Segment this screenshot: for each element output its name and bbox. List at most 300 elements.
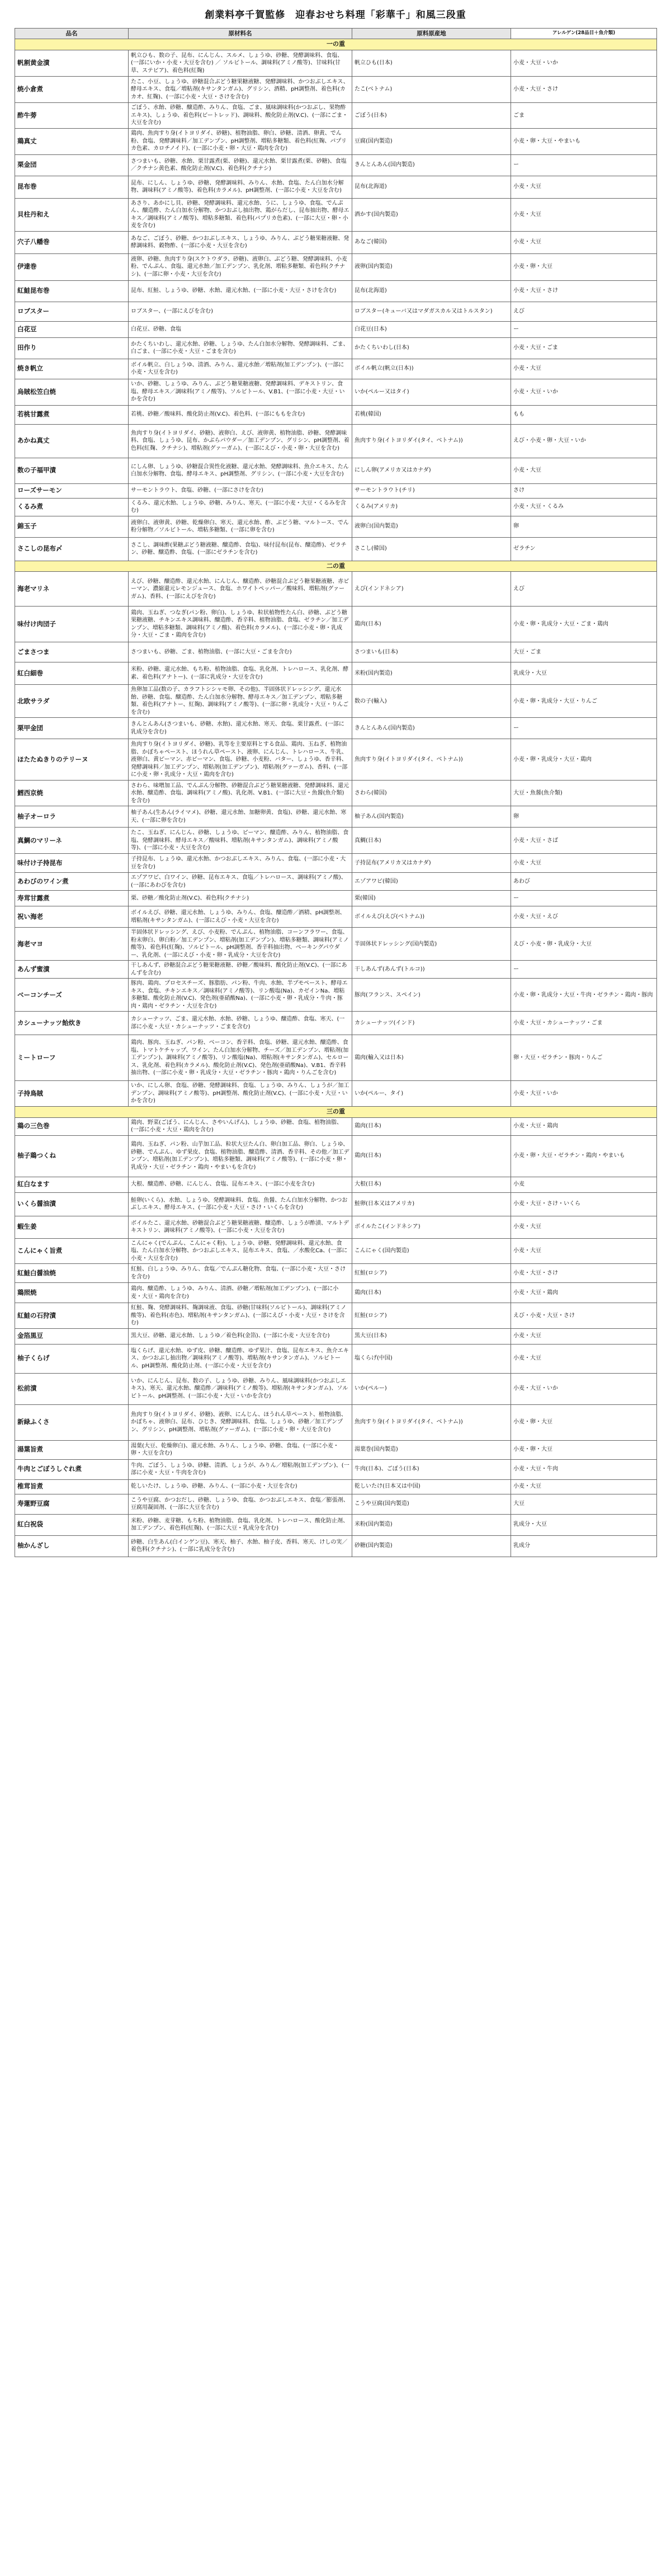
page-title: 創業料亭千賀監修 迎春おせち料理「彩華千」和風三段重 [205, 10, 466, 21]
origin-cell: 黒大豆(日本) [352, 1328, 511, 1344]
materials-cell: こうや豆腐、かつおだし、砂糖、しょうゆ、食塩、かつおぶしエキス、食塩／膨張剤、豆腐用凝固剤、(一部に大豆を含む) [129, 1494, 352, 1514]
table-row [15, 1117, 657, 1135]
allergen-cell: 小麦・大豆・えび [511, 906, 657, 928]
materials-cell: 砂糖、白生あん(白インゲン豆)、寒天、柚子、水飴、柚子皮、香料、寒天、けしの実／着色料(クチナシ)、(一部に乳成分を含む) [129, 1535, 352, 1557]
materials-cell: 鶏肉、魚肉すり身(イトヨリダイ、砂糖)、植物油脂、卵白、砂糖、清酒、卵黄、でん粉、食塩、発酵調味料／加工デンプン、pH調整剤、増粘多糖類、着色料(紅麹、パプリカ色素、カロチノイド)、(一部に小麦・卵・大豆・鶏肉を含む) [129, 128, 352, 154]
product-name-cell: 松前漬 [15, 1373, 129, 1404]
materials-cell: かたくちいわし、還元水飴、砂糖、しょうゆ、たん白加水分解物、発酵調味料、ごま、白ごま、(一部に小麦・大豆・ごまを含む) [129, 337, 352, 359]
table-row [15, 50, 657, 77]
allergen-cell: 小麦・卵・乳成分・大豆・ごま・鶏肉 [511, 607, 657, 642]
origin-cell: さわら(韓国) [352, 781, 511, 806]
product-name-cell: 海老マヨ [15, 928, 129, 961]
materials-cell: 魚卵加工品(数の子、カラフトシシャモ卵、その他)、半固体状ドレッシング、還元水飴、砂糖、食塩、醸造酢、たん白加水分解物、酵母エキス／加工デンプン、増粘多糖類、着色料(アナトー、紅麹)、調味料(アミノ酸等)、(一部に卵・乳成分・大豆・りんごを含む) [129, 685, 352, 718]
origin-cell: 米粉(国内製造) [352, 1514, 511, 1535]
table-row [15, 1328, 657, 1344]
origin-cell: 紅鮭(ロシア) [352, 1264, 511, 1283]
allergen-cell: 小麦・大豆 [511, 1238, 657, 1264]
allergen-cell: 小麦・大豆・さけ [511, 280, 657, 302]
origin-cell: こうや豆腐(国内製造) [352, 1494, 511, 1514]
product-name-cell: 鱈西京焼 [15, 781, 129, 806]
allergen-cell: 小麦・大豆・くるみ [511, 498, 657, 516]
materials-cell: 鶏肉、玉ねぎ、つなぎ(パン粉、卵白)、しょうゆ、粒状植物性たん白、砂糖、ぶどう糖果糖液糖、チキンエキス調味料、醸造酢、香辛料、植物油脂、食塩、ゼラチン／加工デンプン、増粘多糖類、調味料(アミノ酸)、着色料(カラメル)、(一部に小麦・卵・乳成分・大豆・ごま・鶏肉を含む) [129, 607, 352, 642]
allergen-cell: 卵・大豆・ゼラチン・豚肉・りんご [511, 1035, 657, 1081]
allergen-cell: 小麦・大豆・牛肉 [511, 1459, 657, 1479]
table-row [15, 1177, 657, 1192]
allergen-cell: 小麦・卵・大豆 [511, 1440, 657, 1459]
materials-cell: さわら、味噌加工品、でんぷん分解物、砂糖混合ぶどう糖果糖液糖、発酵調味料、還元水飴、醸造酢、食塩、調味料(アミノ酸)、乳化剤、V.B1、(一部に大豆・魚醤(魚介類)を含む) [129, 781, 352, 806]
origin-cell: 半固体状ドレッシング(国内製造) [352, 928, 511, 961]
allergen-cell: 小麦・大豆・さけ [511, 1264, 657, 1283]
materials-cell: いか、にんじん、昆布、数の子、しょうゆ、砂糖、みりん、風味調味料(かつおぶしエキス)、寒天、還元水飴、醸造酢／調味料(アミノ酸等)、増粘剤(キサンタンガム)、ソルビトール、pH調整剤、(一部に小麦・大豆・いかを含む) [129, 1373, 352, 1404]
product-name-cell: あわびのワイン煮 [15, 873, 129, 891]
materials-cell: さこし、調味酢(果糖ぶどう糖液糖、醸造酢、食塩)、味付昆布(昆布、醸造酢)、ゼラチン、砂糖、醸造酢、食塩、(一部にゼラチンを含む) [129, 537, 352, 561]
table-row [15, 1535, 657, 1557]
origin-cell: いか(ペルー) [352, 1373, 511, 1404]
materials-cell: さつまいも、砂糖、水飴、栗甘露煮(栗、砂糖)、還元水飴、栗甘露煮(栗、砂糖)、食塩／クチナシ黄色素、酸化防止剤(V.C)、着色料(クチナシ) [129, 154, 352, 176]
materials-cell: 帆立ひも、数の子、昆布、にんじん、スルメ、しょうゆ、砂糖、発酵調味料、食塩、(一部にいか・小麦・大豆を含む) ／ ソルビトール、調味料(アミノ酸等)、甘味料(甘草、ステビア)、着色料(紅麹) [129, 50, 352, 77]
section-header-row [15, 561, 657, 572]
section-header-row [15, 1106, 657, 1117]
product-name-cell: こんにゃく旨煮 [15, 1238, 129, 1264]
ingredient-table [15, 28, 657, 1557]
origin-cell: 昆布(北海道) [352, 176, 511, 198]
product-name-cell: あんず蜜漬 [15, 961, 129, 979]
materials-cell: 米粉、砂糖、還元水飴、もち粉、植物油脂、食塩、乳化剤、トレハロース、乳化剤、酵素、着色料(アナトー)、(一部に乳成分・大豆を含む) [129, 662, 352, 685]
product-name-cell: 紅鮭昆布巻 [15, 280, 129, 302]
product-name-cell: ローズサーモン [15, 483, 129, 498]
table-row [15, 891, 657, 906]
allergen-cell: ゼラチン [511, 537, 657, 561]
materials-cell: 柚子あん(生あん(ライマメ)、砂糖、還元水飴、加糖卵黄、食塩)、砂糖、還元水飴、寒天、(一部に卵を含む) [129, 806, 352, 828]
allergen-cell: 小麦・大豆・カシューナッツ・ごま [511, 1012, 657, 1035]
origin-cell: 柚子あん(国内製造) [352, 806, 511, 828]
allergen-cell: 小麦・卵・乳成分・大豆・りんご [511, 685, 657, 718]
product-name-cell: 栗金団 [15, 154, 129, 176]
allergen-cell: ー [511, 961, 657, 979]
materials-cell: 昆布、にしん、しょうゆ、砂糖、発酵調味料、みりん、水飴、食塩、たん白加水分解物、調味料(アミノ酸等)、着色料(カラメル)、pH調整剤、(一部に小麦・大豆を含む) [129, 176, 352, 198]
materials-cell: きんとんあん(さつまいも、砂糖、水飴)、還元水飴、寒天、食塩、栗甘露煮、(一部に乳成分を含む) [129, 718, 352, 739]
origin-cell: サーモントラウト(チリ) [352, 483, 511, 498]
table-row [15, 1264, 657, 1283]
allergen-cell: 小麦・大豆・いか [511, 1081, 657, 1107]
materials-cell: 液卵、砂糖、魚肉すり身(スケトウダラ、砂糖)、液卵白、ぶどう糖、発酵調味料、小麦粉、でんぷん、食塩、還元水飴／加工デンプン、乳化剤、増粘多糖類、着色料(クチナシ)、(一部に卵・小麦・大豆を含む) [129, 253, 352, 280]
table-row [15, 1404, 657, 1440]
table-row [15, 961, 657, 979]
allergen-cell: 小麦・大豆 [511, 1479, 657, 1494]
allergen-cell: 卵 [511, 516, 657, 537]
materials-cell: あなご、ごぼう、砂糖、かつおぶしエキス、しょうゆ、みりん、ぶどう糖果糖液糖、発酵調味料、穀物酢、(一部に小麦・大豆を含む) [129, 231, 352, 253]
origin-cell: 豆腐(国内製造) [352, 128, 511, 154]
materials-cell: ごぼう、水飴、砂糖、醸造酢、みりん、食塩、ごま、風味調味料(かつおぶし、果物酢エキス)、しょうゆ、着色料(ビートレッド)、調味料、酸化防止剤(V.C)、(一部にごま・大豆を含む) [129, 103, 352, 129]
materials-cell: ボイル帆立、白しょうゆ、清酒、みりん、還元水飴／増粘剤(加工デンプン)、(一部に小麦・大豆を含む) [129, 359, 352, 379]
origin-cell: 酒かす(国内製造) [352, 198, 511, 231]
table-row [15, 1440, 657, 1459]
origin-cell: さこし(韓国) [352, 537, 511, 561]
allergen-cell: 小麦・大豆・鶏肉 [511, 1117, 657, 1135]
table-row [15, 1081, 657, 1107]
materials-cell: 鮭卵(いくら)、水飴、しょうゆ、発酵調味料、食塩、魚醤、たん白加水分解物、かつおぶしエキス、酵母エキス、(一部に小麦・大豆・さけ・いくらを含む) [129, 1192, 352, 1216]
materials-cell: 液卵白、液卵黄、砂糖、乾燥卵白、寒天、還元水飴、酢、ぶどう糖、マルトース、でん粉分解物／ソルビトール、増粘多糖類、(一部に卵を含む) [129, 516, 352, 537]
table-row [15, 1035, 657, 1081]
table-row [15, 483, 657, 498]
product-name-cell: 椎茸旨煮 [15, 1479, 129, 1494]
header-product-name: 品名 [15, 29, 129, 39]
origin-cell: 数の子(輸入) [352, 685, 511, 718]
section-label: 二の重 [15, 561, 657, 572]
product-name-cell: 寿茸甘露煮 [15, 891, 129, 906]
product-name-cell: ロブスター [15, 302, 129, 321]
table-row [15, 685, 657, 718]
table-row [15, 979, 657, 1012]
product-name-cell: 紅白祝袋 [15, 1514, 129, 1535]
origin-cell: 豚肉(フランス、スペイン) [352, 979, 511, 1012]
allergen-cell: ー [511, 321, 657, 337]
product-name-cell: くるみ煮 [15, 498, 129, 516]
origin-cell: きんとんあん(国内製造) [352, 718, 511, 739]
materials-cell: カシューナッツ、ごま、還元水飴、水飴、砂糖、しょうゆ、醸造酢、食塩、寒天、(一部に小麦・大豆・カシューナッツ・ごまを含む) [129, 1012, 352, 1035]
allergen-cell: ー [511, 718, 657, 739]
origin-cell: いか(ペルー又はタイ) [352, 379, 511, 405]
allergen-cell: 小麦・大豆 [511, 854, 657, 873]
product-name-cell: 祝い海老 [15, 906, 129, 928]
table-row [15, 806, 657, 828]
origin-cell: くるみ(アメリカ) [352, 498, 511, 516]
allergen-cell: えび・小麦・卵・乳成分・大豆 [511, 928, 657, 961]
table-row [15, 359, 657, 379]
table-row [15, 1283, 657, 1303]
materials-cell: 半固体状ドレッシング、えび、小麦粉、でんぷん、植物油脂、コーンフラワー、食塩、粉末卵白、卵白粉／加工デンプン、増粘剤(加工デンプン)、増粘多糖類、調味料(アミノ酸等)、着色料(紅麹)、ソルビトール、pH調整剤、香辛料抽出物、ベーキングパウダー、乳化剤、(一部にえび・小麦・卵・乳成分・大豆を含む) [129, 928, 352, 961]
materials-cell: 乾しいたけ、しょうゆ、砂糖、みりん、(一部に小麦・大豆を含む) [129, 1479, 352, 1494]
materials-cell: 塩くらげ、還元水飴、ゆず皮、砂糖、醸造酢、ゆず果汁、食塩、昆布エキス、魚介エキス、かつおぶし抽出物／調味料(アミノ酸等)、増粘剤(キサンタンガム)、ソルビトール、pH調整剤、酸化防止剤、(一部に小麦・大豆を含む) [129, 1344, 352, 1373]
origin-cell: カシューナッツ(インド) [352, 1012, 511, 1035]
section-label: 三の重 [15, 1106, 657, 1117]
materials-cell: 鶏肉、玉ねぎ、パン粉、山芋加工品、粒状大豆たん白、卵白加工品、卵白、しょうゆ、砂糖、でんぷん、ゆず果皮、食塩、植物油脂、醸造酢、清酒、香辛料、その他／加工デンプン、増粘剤(加工デンプン)、増粘多糖類、調味料(アミノ酸等)、(一部に小麦・卵・乳成分・大豆・ゼラチン・鶏肉・やまいもを含む) [129, 1135, 352, 1177]
product-name-cell: 穴子八幡巻 [15, 231, 129, 253]
table-row [15, 321, 657, 337]
product-name-cell: 白花豆 [15, 321, 129, 337]
allergen-cell: 小麦・卵・乳成分・大豆・牛肉・ゼラチン・鶏肉・豚肉 [511, 979, 657, 1012]
materials-cell: さつまいも、砂糖、ごま、植物油脂、(一部に大豆・ごまを含む) [129, 642, 352, 662]
origin-cell: 鶏肉(輸入又は日本) [352, 1035, 511, 1081]
table-row [15, 642, 657, 662]
allergen-cell: 卵 [511, 806, 657, 828]
materials-cell: 栗、砂糖／酸化防止剤(V.C)、着色料(クチナシ) [129, 891, 352, 906]
origin-cell: 牛肉(日本)、ごぼう(日本) [352, 1459, 511, 1479]
allergen-cell: 乳成分・大豆 [511, 1514, 657, 1535]
allergen-cell: 小麦・卵・乳成分・大豆・鶏肉 [511, 739, 657, 781]
allergen-cell: 小麦・卵・大豆 [511, 1404, 657, 1440]
allergen-cell: 小麦・大豆・いか [511, 50, 657, 77]
materials-cell: 米粉、砂糖、麦芽糖、もち粉、植物油脂、食塩、乳化剤、トレハロース、酸化防止剤、加工デンプン、着色料(紅麹)、(一部に大豆・乳成分を含む) [129, 1514, 352, 1535]
origin-cell: えび(インドネシア) [352, 572, 511, 607]
allergen-cell: 小麦・大豆・さけ・いくら [511, 1192, 657, 1216]
product-name-cell: 金箔黒豆 [15, 1328, 129, 1344]
product-name-cell: 柚子鶏つくね [15, 1135, 129, 1177]
table-row [15, 607, 657, 642]
origin-cell: こんにゃく(国内製造) [352, 1238, 511, 1264]
allergen-cell: 小麦・大豆・いか [511, 1373, 657, 1404]
origin-cell: エゾアワビ(韓国) [352, 873, 511, 891]
table-row [15, 1479, 657, 1494]
materials-cell: 魚肉すり身(イトヨリダイ、砂糖)、液卵白、えび、液卵黄、植物油脂、砂糖、発酵調味料、食塩、しょうゆ、昆布、かぶらパウダー／加工デンプン、グリシン、pH調整剤、着色料(紅麹、クチナシ)、増粘剤(グァーガム)、(一部にえび・小麦・卵・大豆を含む) [129, 424, 352, 458]
table-row [15, 176, 657, 198]
materials-cell: くるみ、還元水飴、しょうゆ、砂糖、みりん、寒天、(一部に小麦・大豆・くるみを含む) [129, 498, 352, 516]
product-name-cell: ほたたぬきりのテリーヌ [15, 739, 129, 781]
table-row [15, 1494, 657, 1514]
product-name-cell: 烏賊松笠白焼 [15, 379, 129, 405]
product-name-cell: 伊達巻 [15, 253, 129, 280]
allergen-cell: 小麦・大豆・いか [511, 379, 657, 405]
table-row [15, 1135, 657, 1177]
origin-cell: きんとんあん(国内製造) [352, 154, 511, 176]
product-name-cell: 柚子オーロラ [15, 806, 129, 828]
materials-cell: 豚肉、鶏肉、プロセスチーズ、豚脂肪、パン粉、牛肉、水飴、半プモペースト、酵母エキス、食塩、チキンエキス／調味料(アミノ酸等)、リン酸塩(Na)、カゼインNa、増粘多糖類、酸化防止剤(V.C)、発色剤(亜硝酸Na)、(一部に小麦・卵・乳成分・牛肉・豚肉・鶏肉・ゼラチン・大豆を含む) [129, 979, 352, 1012]
origin-cell: たこ(ベトナム) [352, 77, 511, 103]
product-name-cell: 柚かんざし [15, 1535, 129, 1557]
materials-cell: 子持昆布、しょうゆ、還元水飴、かつおぶしエキス、みりん、食塩、(一部に小麦・大豆を含む) [129, 854, 352, 873]
materials-cell: 鶏肉、豚肉、玉ねぎ、パン粉、ベーコン、香辛料、食塩、砂糖、還元水飴、醸造酢、食塩、トマトケチャップ、ワイン、たん白加水分解物、チーズ／加工デンプン、増粘剤(加工デンプン)、調味料(アミノ酸等)、リン酸塩(Na)、増粘剤(キサンタンガム)、セルロース、乳化剤、着色料(カラメル)、酸化防止剤(V.C)、発色剤(亜硝酸Na)、V.B1、香辛料抽出物、(一部に小麦・卵・乳成分・大豆・ゼラチン・豚肉・鶏肉・りんごを含む) [129, 1035, 352, 1081]
materials-cell: 干しあんず、砂糖混合ぶどう糖果糖液糖、砂糖／酸味料、酸化防止剤(V.C)、(一部にあんずを含む) [129, 961, 352, 979]
materials-cell: 白花豆、砂糖、食塩 [129, 321, 352, 337]
product-name-cell: 牛肉とごぼうしぐれ煮 [15, 1459, 129, 1479]
product-name-cell: 田作り [15, 337, 129, 359]
materials-cell: あさり、あかにし貝、砂糖、発酵調味料、還元水飴、うに、しょうゆ、食塩、でんぷん、醸造酢、たん白加水分解物、かつおぶし抽出物、鶏がらだし、昆布抽出物、酵母エキス／調味料(アミノ酸等)、増粘多糖類、着色料(パプリカ色素)、(一部に大豆・卵・小麦を含む) [129, 198, 352, 231]
allergen-cell: 大豆・ごま [511, 642, 657, 662]
product-name-cell: いくら醤油漬 [15, 1192, 129, 1216]
product-name-cell: 北欧サラダ [15, 685, 129, 718]
materials-cell: エゾアワビ、白ワイン、砂糖、昆布エキス、食塩／トレハロース、調味料(アミノ酸)、(一部にあわびを含む) [129, 873, 352, 891]
table-row [15, 302, 657, 321]
header-origin: 原料原産地 [352, 29, 511, 39]
origin-cell: 鶏肉(日本) [352, 1117, 511, 1135]
allergen-cell: もも [511, 405, 657, 424]
materials-cell: 若桃、砂糖／酸味料、酸化防止剤(V.C)、着色料、(一部にももを含む) [129, 405, 352, 424]
origin-cell: 魚肉すり身(イトヨリダイ(タイ、ベトナム)) [352, 1404, 511, 1440]
product-name-cell: 酢牛蒡 [15, 103, 129, 129]
table-row [15, 231, 657, 253]
header-allergen: アレルゲン(28品目＋魚介類) [511, 29, 657, 39]
table-row [15, 337, 657, 359]
materials-cell: 大根、醸造酢、砂糖、にんじん、食塩、昆布エキス、(一部に小麦を含む) [129, 1177, 352, 1192]
origin-cell: 鶏肉(日本) [352, 607, 511, 642]
product-name-cell: 焼き帆立 [15, 359, 129, 379]
origin-cell: 帆立ひも(日本) [352, 50, 511, 77]
origin-cell: 魚肉すり身(イトヨリダイ(タイ、ベトナム)) [352, 424, 511, 458]
origin-cell: ごぼう(日本) [352, 103, 511, 129]
product-name-cell: ベーコンチーズ [15, 979, 129, 1012]
allergen-cell: 小麦・大豆・ごま [511, 337, 657, 359]
product-name-cell: 焼小倉煮 [15, 77, 129, 103]
allergen-cell: 小麦・大豆 [511, 1216, 657, 1238]
table-row [15, 103, 657, 129]
origin-cell: 干しあんず(あんず(トルコ)) [352, 961, 511, 979]
product-name-cell: 味付け肉団子 [15, 607, 129, 642]
origin-cell: 鶏肉(日本) [352, 1135, 511, 1177]
origin-cell: いか(ペルー、タイ) [352, 1081, 511, 1107]
origin-cell: 若桃(韓国) [352, 405, 511, 424]
origin-cell: 鮭卵(日本又はアメリカ) [352, 1192, 511, 1216]
materials-cell: ロブスター、(一部にえびを含む) [129, 302, 352, 321]
materials-cell: こんにゃく(でんぷん、こんにゃく粉)、しょうゆ、砂糖、発酵調味料、還元水飴、食塩、たん白加水分解物、かつおぶしエキス、昆布エキス、食塩、／水酸化Ca、(一部に小麦・大豆を含む) [129, 1238, 352, 1264]
table-row [15, 424, 657, 458]
allergen-cell: さけ [511, 483, 657, 498]
origin-cell: かたくちいわし(日本) [352, 337, 511, 359]
product-name-cell: カシューナッツ飴炊き [15, 1012, 129, 1035]
table-row [15, 662, 657, 685]
table-row [15, 1344, 657, 1373]
product-name-cell: あかね真丈 [15, 424, 129, 458]
allergen-cell: 小麦・大豆 [511, 1344, 657, 1373]
table-row [15, 1514, 657, 1535]
product-name-cell: 昆布巻 [15, 176, 129, 198]
materials-cell: ボイルえび、砂糖、還元水飴、しょうゆ、みりん、食塩、醸造酢／酒精、pH調整剤、増粘剤(キサンタンガム)、(一部にえび・小麦・大豆を含む) [129, 906, 352, 928]
allergen-cell: 小麦・大豆・さけ [511, 77, 657, 103]
origin-cell: 米粉(国内製造) [352, 662, 511, 685]
origin-cell: 昆布(北海道) [352, 280, 511, 302]
product-name-cell: ミートローフ [15, 1035, 129, 1081]
materials-cell: 紅鮭、麹、発酵調味料、麹調味液、食塩、砂糖(甘味料(ソルビトール)、調味料(アミノ酸等)、着色料(赤色)、増粘剤(キサンタンガム)、(一部にえび・小麦・大豆・さけを含む) [129, 1303, 352, 1329]
allergen-cell: 大豆 [511, 1494, 657, 1514]
product-name-cell: 帆割黄金漬 [15, 50, 129, 77]
table-row [15, 498, 657, 516]
origin-cell: 鶏肉(日本) [352, 1283, 511, 1303]
table-row [15, 379, 657, 405]
origin-cell: 栗(韓国) [352, 891, 511, 906]
table-row [15, 405, 657, 424]
materials-cell: たこ、玉ねぎ、にんじん、砂糖、しょうゆ、ピーマン、醸造酢、みりん、植物油脂、食塩、発酵調味料、酵母エキス／酸味料、増粘剤(キサンタンガム)、調味料(アミノ酸等)、(一部に小麦・大豆を含む) [129, 828, 352, 854]
origin-cell: 湯葉巻(国内製造) [352, 1440, 511, 1459]
table-row [15, 77, 657, 103]
materials-cell: にしん卵、しょうゆ、砂糖混合異性化液糖、還元水飴、発酵調味料、魚介エキス、たん白加水分解物、食塩、酵母エキス、pH調整剤、グリシン、(一部に小麦・大豆を含む) [129, 458, 352, 483]
allergen-cell: ー [511, 891, 657, 906]
table-row [15, 739, 657, 781]
origin-cell: にしん卵(アメリカ又はカナダ) [352, 458, 511, 483]
product-name-cell: 錦玉子 [15, 516, 129, 537]
table-row [15, 854, 657, 873]
product-name-cell: 蝦生姜 [15, 1216, 129, 1238]
materials-cell: 魚肉すり身(イトヨリダイ、砂糖)、液卵、にんじん、ほうれん草ペースト、植物油脂、かぼちゃ、液卵白、昆布、ひじき、発酵調味料、食塩、しょうゆ、砂糖／加工デンプン、グリシン、pH調整剤、増粘剤(グァーガム)、(一部に小麦・卵・大豆を含む) [129, 1404, 352, 1440]
origin-cell: 砂糖(国内製造) [352, 1535, 511, 1557]
origin-cell: 白花豆(日本) [352, 321, 511, 337]
materials-cell: えび、砂糖、醸造酢、還元水飴、にんじん、醸造酢、砂糖混合ぶどう糖果糖液糖、赤ピーマン、濃縮還元レモンジュース、食塩、ホワイトペッパー／酸味料、増粘剤(グァーガム)、香料、(一部にえびを含む) [129, 572, 352, 607]
materials-cell: 黒大豆、砂糖、還元水飴、しょうゆ／着色料(金箔)、(一部に小麦・大豆を含む) [129, 1328, 352, 1344]
product-name-cell: ごまさつま [15, 642, 129, 662]
table-row [15, 537, 657, 561]
product-name-cell: 海老マリネ [15, 572, 129, 607]
product-name-cell: 鶏の三色巻 [15, 1117, 129, 1135]
allergen-cell: 小麦・卵・大豆・やまいも [511, 128, 657, 154]
product-name-cell: 柚子くらげ [15, 1344, 129, 1373]
product-name-cell: 真鯛のマリーネ [15, 828, 129, 854]
allergen-cell: 乳成分・大豆 [511, 662, 657, 685]
product-name-cell: 新緑ふくさ [15, 1404, 129, 1440]
section-header-row [15, 39, 657, 50]
allergen-cell: ー [511, 154, 657, 176]
product-name-cell: 寿蓮野豆腐 [15, 1494, 129, 1514]
table-row [15, 128, 657, 154]
product-name-cell: 紅白細巻 [15, 662, 129, 685]
allergen-cell: えび [511, 302, 657, 321]
origin-cell: 液卵(国内製造) [352, 253, 511, 280]
product-name-cell: 紅白なます [15, 1177, 129, 1192]
table-row [15, 253, 657, 280]
materials-cell: 昆布、紅鮭、しょうゆ、砂糖、水飴、還元水飴、(一部に小麦・大豆・さけを含む) [129, 280, 352, 302]
header-materials: 原材料名 [129, 29, 352, 39]
allergen-cell: 小麦・大豆 [511, 176, 657, 198]
table-row [15, 154, 657, 176]
product-name-cell: 鶏真丈 [15, 128, 129, 154]
materials-cell: サーモントラウト、食塩、砂糖、(一部にさけを含む) [129, 483, 352, 498]
materials-cell: ボイルたこ、還元水飴、砂糖混合ぶどう糖果糖液糖、醸造酢、しょうが酢漬、マルトデキストリン、調味料(アミノ酸等)、(一部に小麦・大豆を含む) [129, 1216, 352, 1238]
table-row [15, 1192, 657, 1216]
materials-cell: 湯葉(大豆、乾燥卵白)、還元水飴、みりん、しょうゆ、砂糖、食塩、(一部に小麦・卵・大豆を含む) [129, 1440, 352, 1459]
allergen-cell: あわび [511, 873, 657, 891]
table-row [15, 572, 657, 607]
origin-cell: ボイル帆立(帆立(日本)) [352, 359, 511, 379]
product-name-cell: 湯葉旨煮 [15, 1440, 129, 1459]
table-row [15, 458, 657, 483]
allergen-cell: ごま [511, 103, 657, 129]
table-row [15, 516, 657, 537]
origin-cell: 乾しいたけ(日本又は中国) [352, 1479, 511, 1494]
table-row [15, 928, 657, 961]
table-body [15, 39, 657, 1557]
origin-cell: 魚肉すり身(イトヨリダイ(タイ、ベトナム)) [352, 739, 511, 781]
origin-cell: さつまいも(日本) [352, 642, 511, 662]
allergen-cell: 小麦・卵・大豆 [511, 253, 657, 280]
product-name-cell: 栗甲金団 [15, 718, 129, 739]
origin-cell: 子持昆布(アメリカ又はカナダ) [352, 854, 511, 873]
table-row [15, 1459, 657, 1479]
origin-cell: 塩くらげ(中国) [352, 1344, 511, 1373]
materials-cell: 魚肉すり身(イトヨリダイ、砂糖)、乳等を主要原料とする食品、鶏肉、玉ねぎ、植物油脂、かぼちゃペースト、ほうれん草ペースト、液卵、にんじん、トレハロース、牛乳、液卵白、黄ピーマン、赤ピーマン、食塩、砂糖、小麦粉、バター、しょうゆ、香辛料、発酵調味料／加工デンプン、増粘剤(加工デンプン)、増粘剤(グァーガム)、香料、(一部に小麦・卵・乳成分・大豆・鶏肉を含む) [129, 739, 352, 781]
table-row [15, 718, 657, 739]
table-row [15, 1012, 657, 1035]
table-row [15, 280, 657, 302]
allergen-cell: 大豆・魚醤(魚介類) [511, 781, 657, 806]
allergen-cell: えび・小麦・大豆・さけ [511, 1303, 657, 1329]
product-name-cell: 紅鮭の石狩漬 [15, 1303, 129, 1329]
allergen-cell: 小麦・大豆 [511, 198, 657, 231]
table-row [15, 1303, 657, 1329]
allergen-cell: 小麦・大豆・鶏肉 [511, 1283, 657, 1303]
table-row [15, 828, 657, 854]
allergen-cell: 小麦・卵・大豆・ゼラチン・鶏肉・やまいも [511, 1135, 657, 1177]
table-row [15, 1238, 657, 1264]
materials-cell: 鶏肉、醸造酢、しょうゆ、みりん、清酒、砂糖／増粘剤(加工デンプン)、(一部に小麦・大豆・鶏肉を含む) [129, 1283, 352, 1303]
origin-cell: 液卵白(国内製造) [352, 516, 511, 537]
materials-cell: 鶏肉、野菜(ごぼう、にんじん、さやいんげん)、しょうゆ、砂糖、食塩、植物油脂、(一部に小麦・大豆・鶏肉を含む) [129, 1117, 352, 1135]
table-header-row [15, 29, 657, 39]
materials-cell: たこ、小豆、しょうゆ、砂糖混合ぶどう糖果糖液糖、発酵調味料、かつおぶしエキス、酵母エキス、食塩／増粘剤(キサンタンガム)、グリシン、酒精、pH調整剤、着色料(カカオ、紅麹)、(一部に小麦・大豆・さけを含む) [129, 77, 352, 103]
origin-cell: ボイルたこ(インドネシア) [352, 1216, 511, 1238]
allergen-cell: 乳成分 [511, 1535, 657, 1557]
product-name-cell: 数の子福甲漬 [15, 458, 129, 483]
allergen-cell: 小麦・大豆 [511, 1328, 657, 1344]
allergen-cell: えび [511, 572, 657, 607]
origin-cell: 紅鮭(ロシア) [352, 1303, 511, 1329]
origin-cell: ロブスター(キューバ又はマダガスカル又はトルスタン) [352, 302, 511, 321]
section-label: 一の重 [15, 39, 657, 50]
table-row [15, 198, 657, 231]
allergen-cell: 小麦 [511, 1177, 657, 1192]
allergen-cell: えび・小麦・卵・大豆・いか [511, 424, 657, 458]
product-name-cell: 若桃甘露煮 [15, 405, 129, 424]
product-name-cell: さこしの昆布〆 [15, 537, 129, 561]
origin-cell: あなご(韓国) [352, 231, 511, 253]
materials-cell: いか、砂糖、しょうゆ、みりん、ぶどう糖果糖液糖、発酵調味料、デキストリン、食塩、酵母エキス／調味料(アミノ酸等)、ソルビトール、V.B1、(一部に小麦・大豆・いかを含む) [129, 379, 352, 405]
product-name-cell: 紅鮭白醤油焼 [15, 1264, 129, 1283]
